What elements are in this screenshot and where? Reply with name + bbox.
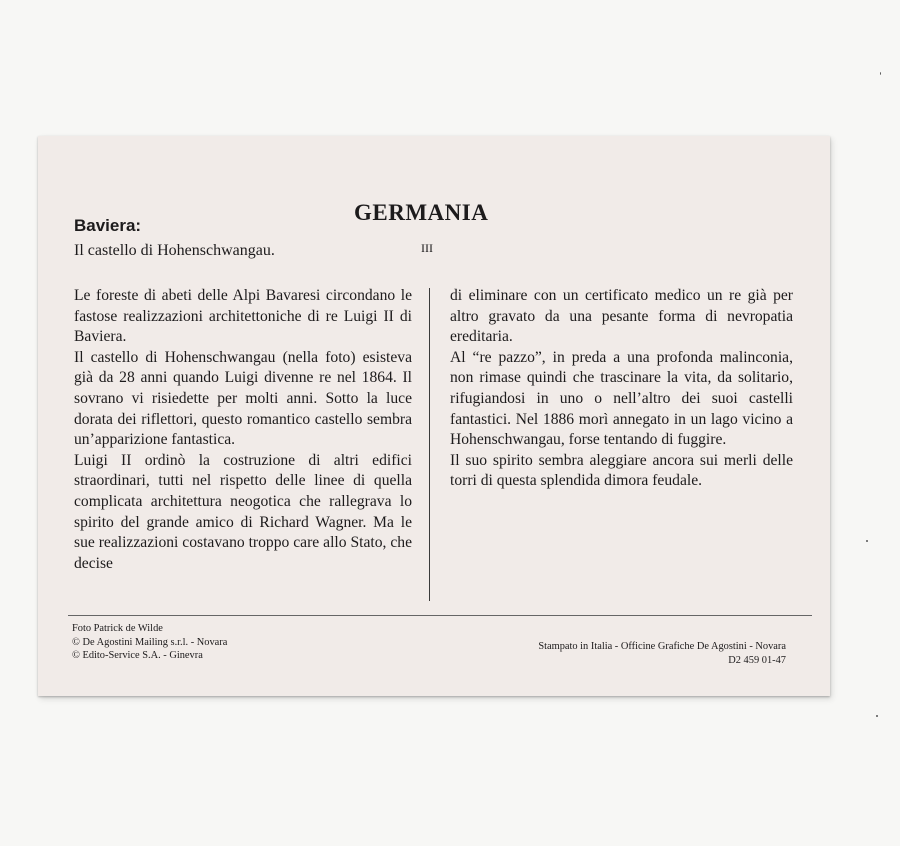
- region-label: Baviera:: [74, 216, 142, 235]
- copyright-line: © De Agostini Mailing s.r.l. - Novara: [72, 636, 228, 648]
- subtitle: Il castello di Hohenschwangau.: [74, 242, 275, 259]
- footer-rule: [68, 615, 812, 616]
- paragraph: Il suo spirito sembra aleggiare ancora sui merli delle torri di questa splendida dimora feudale.: [450, 451, 793, 490]
- paragraph: Luigi II ordinò la costruzione di altri edifici straordinari, tutti nel rispetto delle linee di quella complicata architettura neogotica che rallegrava lo spirito del grande amico di Richard Wagner. Ma le sue realizzazioni costavano troppo care allo Stato, che decise: [74, 451, 412, 572]
- product-code: D2 459 01-47: [728, 654, 786, 666]
- printed-in: Stampato in Italia - Officine Grafiche De Agostini - Novara: [538, 641, 786, 652]
- dust-speck: [876, 715, 878, 717]
- page-title: GERMANIA: [354, 200, 489, 225]
- paragraph: Il castello di Hohenschwangau (nella foto) esisteva già da 28 anni quando Luigi divenne re nel 1864. Il sovrano vi risiedette per molti anni. Sotto la luce dorata dei riflettori, questo romantico castello sembra un’apparizione fantastica.: [74, 348, 412, 449]
- dust-speck: [866, 540, 868, 542]
- photo-credit: Foto Patrick de Wilde: [72, 623, 163, 634]
- column-divider: [429, 288, 430, 601]
- paragraph: Al “re pazzo”, in preda a una profonda malinconia, non rimase quindi che trascinare la vita, da solitario, rifugiandosi in uno o nell’altro dei suoi castelli fantastici. Nel 1886 morì annegato in un lago vicino a Hohenschwangau, forse tentando di fuggire.: [450, 348, 793, 449]
- paragraph: Le foreste di abeti delle Alpi Bavaresi circondano le fastose realizzazioni architettoniche di re Luigi II di Baviera.: [74, 287, 412, 346]
- text-column-left: [74, 286, 412, 574]
- copyright-line: © Edito-Service S.A. - Ginevra: [72, 650, 203, 661]
- postcard-back: [38, 136, 830, 696]
- printer-info: [538, 640, 786, 667]
- text-column-right: [450, 286, 793, 492]
- dust-speck: [880, 72, 881, 75]
- credits: [72, 622, 227, 663]
- paragraph: di eliminare con un certificato medico un re già per altro gravato da una pesante forma di nevropatia ereditaria.: [450, 287, 793, 346]
- card-number: III: [421, 241, 433, 255]
